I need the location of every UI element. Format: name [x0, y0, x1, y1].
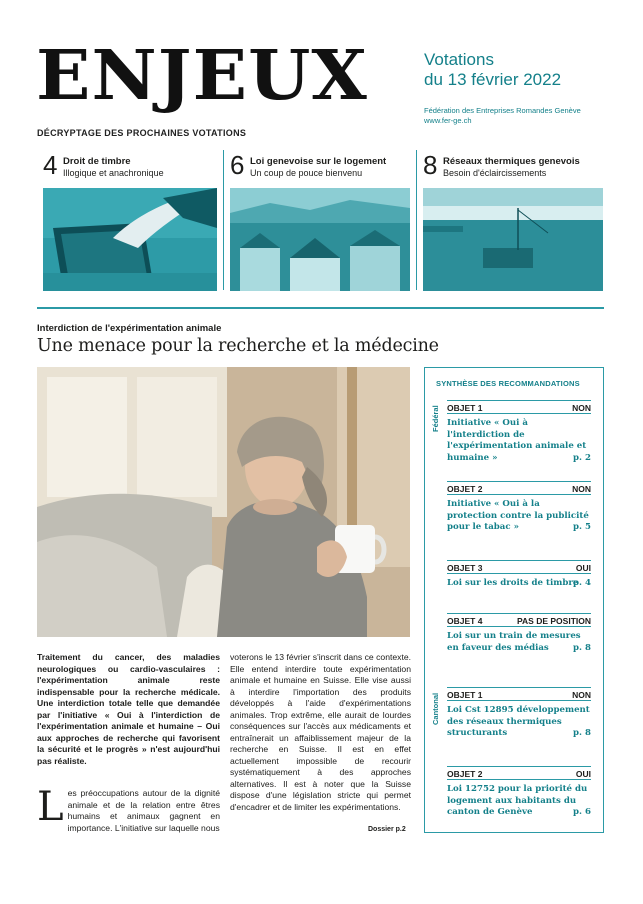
recommendation-header [447, 613, 591, 627]
dropcap: L [37, 784, 64, 830]
objet-description: Loi 12752 pour la priorité du logement aux habitants du canton de Genève [447, 784, 588, 817]
teaser-title: Loi genevoise sur le logement [250, 156, 387, 167]
recommendation-description [447, 627, 591, 654]
objet-label: OBJET 2 [447, 769, 483, 779]
recommendation-value: OUI [575, 769, 591, 779]
objet-label: OBJET 1 [447, 690, 483, 700]
teaser-image-lake-construction [423, 188, 603, 291]
cantonal-label: Cantonal [431, 692, 440, 725]
teaser-image-geneva-roofs [230, 188, 410, 291]
teaser-droit-de-timbre[interactable] [37, 148, 223, 291]
teaser-page-number: 4 [43, 150, 58, 180]
teaser-subtitle: Illogique et anachronique [63, 168, 164, 178]
recommendation-description [447, 701, 591, 740]
masthead-subtitle: DÉCRYPTAGE DES PROCHAINES VOTATIONS [37, 128, 247, 138]
recommendation-header [447, 400, 591, 414]
votations-line-2: du 13 février 2022 [424, 70, 562, 89]
page-reference: p. 8 [573, 642, 591, 653]
teaser-page-number: 8 [423, 150, 438, 180]
recommendation-header [447, 560, 591, 574]
page-reference: p. 4 [573, 578, 591, 588]
article-body-col1-text: es préoccupations autour de la dignité animale et de la relation entre êtres humains et animaux gagnent en importance. L'initiative sur laquelle nous [67, 788, 220, 833]
objet-description: Loi sur un train de mesures en faveur des médias [447, 631, 581, 653]
lake-construction-illustration [423, 188, 603, 291]
recommendation-item[interactable] [447, 560, 591, 590]
federation-info [424, 106, 581, 126]
objet-description: Initiative « Oui à la protection contre la publicité pour le tabac » [447, 499, 589, 532]
article-lead: Traitement du cancer, des maladies neurologiques ou cardio-vasculaires : l'expérimentation animale reste indispensable pour la recherche médicale. Une interdiction totale telle que demandée par l'initiative « Oui à l'interdiction de l'expérimentation animale et humaine – Oui aux approches de recherche qui favorisent la sécurité et le progrès » n'est aujourd'hui pas réaliste. [37, 652, 220, 766]
article-body-col1 [37, 784, 220, 834]
recommendation-item[interactable] [447, 687, 591, 740]
article-kicker: Interdiction de l'expérimentation animale [37, 323, 222, 334]
teaser-image-tablet [43, 188, 217, 291]
recommendations-title: SYNTHÈSE DES RECOMMANDATIONS [436, 379, 580, 388]
page-reference: p. 2 [573, 452, 591, 463]
section-divider [37, 307, 604, 309]
website-link[interactable]: www.fer-ge.ch [424, 116, 472, 125]
tablet-hand-illustration [43, 188, 217, 291]
recommendation-value: OUI [575, 563, 591, 573]
masthead-title: ENJEUX [36, 36, 368, 116]
objet-description: Loi sur les droits de timbre [447, 578, 579, 588]
article-body-col2: voterons le 13 février s'inscrit dans ce contexte. Elle entend interdire toute expérimentation animale et humaine en Suisse. Elle vise aussi à interdire l'importation des produits développés à l'aide d'expérimentations animales. Trop extrême, elle aurait de lourdes conséquences sur l'accès aux médicaments et entraînerait un affaiblissement majeur de la recherche en Suisse. Il est en effet actuellement impossible de recourir systématiquement à des approches alternatives. Il est à noter que la Suisse dispose d'une législation stricte qui permet d'encadrer et de limiter les expérimentations. [230, 652, 411, 812]
teaser-logement[interactable] [224, 148, 416, 291]
teaser-page-number: 6 [230, 150, 245, 180]
recommendation-item[interactable] [447, 766, 591, 819]
recommendation-description [447, 495, 591, 534]
article-headline: Une menace pour la recherche et la médecine [37, 336, 439, 356]
woman-with-mug-photo [37, 367, 410, 637]
recommendation-value: PAS DE POSITION [517, 616, 591, 626]
recommendation-value: NON [572, 403, 591, 413]
recommendation-header [447, 766, 591, 780]
objet-label: OBJET 3 [447, 563, 483, 573]
objet-label: OBJET 2 [447, 484, 483, 494]
objet-label: OBJET 1 [447, 403, 483, 413]
federal-label: Fédéral [431, 405, 440, 432]
article-photo [37, 367, 410, 637]
objet-description: Initiative « Oui à l'interdiction de l'expérimentation animale et humaine » [447, 418, 587, 463]
teaser-reseaux-thermiques[interactable] [417, 148, 609, 291]
teaser-subtitle: Besoin d'éclaircissements [443, 168, 547, 178]
recommendation-value: NON [572, 484, 591, 494]
teaser-title: Réseaux thermiques genevois [443, 156, 580, 167]
recommendation-item[interactable] [447, 613, 591, 654]
dossier-reference[interactable]: Dossier p.2 [368, 826, 406, 833]
recommendation-item[interactable] [447, 481, 591, 534]
objet-description: Loi Cst 12895 développement des réseaux thermiques structurants [447, 705, 590, 738]
page-reference: p. 8 [573, 728, 591, 738]
recommendation-description [447, 574, 591, 590]
recommendation-header [447, 481, 591, 495]
objet-label: OBJET 4 [447, 616, 483, 626]
page-reference: p. 5 [573, 522, 591, 532]
federation-name: Fédération des Entreprises Romandes Genève [424, 106, 581, 115]
page-reference: p. 6 [573, 807, 591, 817]
recommendation-value: NON [572, 690, 591, 700]
recommendation-item[interactable] [447, 400, 591, 464]
recommendation-description [447, 780, 591, 819]
recommendation-header [447, 687, 591, 701]
votations-line-1: Votations [424, 50, 494, 69]
teaser-title: Droit de timbre [63, 156, 131, 167]
recommendation-description [447, 414, 591, 464]
teaser-subtitle: Un coup de pouce bienvenu [250, 168, 363, 178]
geneva-roofs-illustration [230, 188, 410, 291]
votations-date [424, 50, 561, 90]
